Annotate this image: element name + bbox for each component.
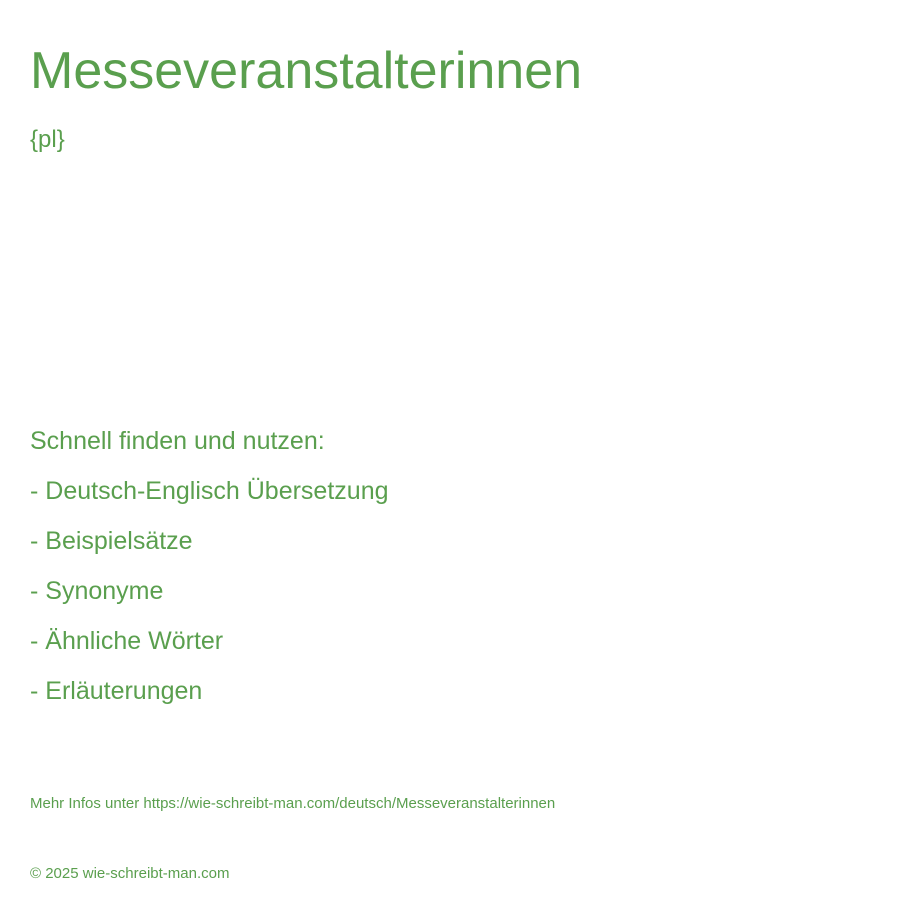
feature-item-similar-words: - Ähnliche Wörter [30, 627, 224, 655]
feature-item-example-sentences: - Beispielsätze [30, 527, 193, 555]
feature-list [30, 424, 389, 724]
feature-list-heading: Schnell finden und nutzen: [30, 427, 325, 455]
more-info-text: Mehr Infos unter https://wie-schreibt-man.com/deutsch/Messeveranstalterinnen [30, 795, 556, 812]
feature-item-synonyms: - Synonyme [30, 577, 164, 605]
grammar-tag: {pl} [30, 126, 65, 153]
copyright-text: © 2025 wie-schreibt-man.com [30, 865, 230, 882]
page-title: Messeveranstalterinnen [30, 42, 583, 100]
feature-item-translation: - Deutsch-Englisch Übersetzung [30, 477, 389, 505]
feature-item-explanations: - Erläuterungen [30, 677, 203, 705]
